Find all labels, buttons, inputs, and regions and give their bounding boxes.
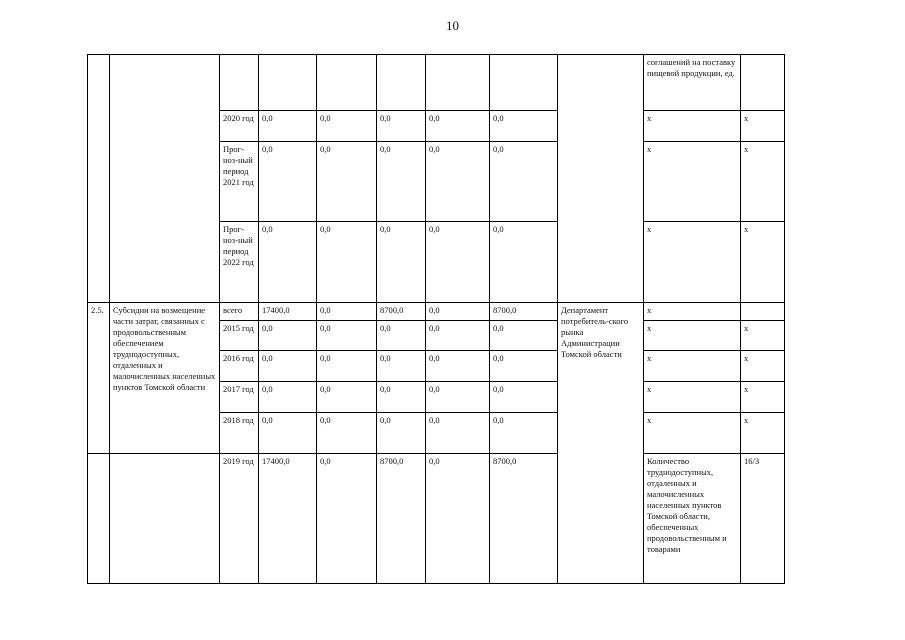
cell-period: всего [220, 303, 259, 321]
cell-indicator-value: x [741, 351, 785, 382]
cell-value: 0,0 [317, 351, 377, 382]
cell-number: 2.5. [88, 303, 110, 454]
cell-value: 0,0 [377, 142, 426, 222]
cell-value: 0,0 [490, 142, 558, 222]
cell-indicator-value: x [741, 382, 785, 413]
cell-indicator: x [644, 142, 741, 222]
cell-value: 0,0 [490, 222, 558, 303]
cell-value: 0,0 [317, 303, 377, 321]
cell-indicator: x [644, 303, 741, 321]
cell-period [220, 55, 259, 111]
cell-period: Прог-нoз-ный период 2022 год [220, 222, 259, 303]
cell-value: 0,0 [490, 351, 558, 382]
cell-value: 8700,0 [490, 303, 558, 321]
table-row [88, 454, 785, 584]
program-table [87, 54, 785, 584]
cell-period: 2015 год [220, 321, 259, 351]
cell-value [377, 55, 426, 111]
cell-value: 0,0 [426, 111, 490, 142]
cell-value: 0,0 [426, 303, 490, 321]
cell-value: 0,0 [377, 222, 426, 303]
cell-value: 17400,0 [259, 303, 317, 321]
cell-value: 0,0 [426, 413, 490, 454]
cell-value: 8700,0 [490, 454, 558, 584]
cell-period: 2020 год [220, 111, 259, 142]
cell-indicator: x [644, 351, 741, 382]
cell-name [110, 454, 220, 584]
cell-value: 0,0 [426, 142, 490, 222]
cell-value: 0,0 [426, 454, 490, 584]
cell-value: 0,0 [259, 142, 317, 222]
cell-indicator: x [644, 382, 741, 413]
cell-indicator-value: x [741, 142, 785, 222]
cell-value: 0,0 [317, 321, 377, 351]
cell-value: 0,0 [377, 413, 426, 454]
cell-period: 2016 год [220, 351, 259, 382]
table-row [88, 55, 785, 111]
cell-value: 0,0 [259, 413, 317, 454]
cell-value: 0,0 [426, 382, 490, 413]
cell-value [426, 55, 490, 111]
cell-value: 0,0 [259, 111, 317, 142]
cell-indicator-value [741, 303, 785, 321]
cell-indicator: соглашений на поставку пищевой продукции, ед. [644, 55, 741, 111]
cell-value: 0,0 [317, 454, 377, 584]
cell-value: 0,0 [377, 351, 426, 382]
cell-value [259, 55, 317, 111]
cell-indicator-value: x [741, 321, 785, 351]
cell-value: 0,0 [317, 222, 377, 303]
cell-indicator-value: 16/3 [741, 454, 785, 584]
cell-value: 0,0 [426, 222, 490, 303]
cell-name [110, 55, 220, 303]
cell-indicator: x [644, 222, 741, 303]
cell-value: 0,0 [490, 382, 558, 413]
cell-value: 0,0 [317, 382, 377, 413]
cell-value: 0,0 [490, 321, 558, 351]
cell-indicator: x [644, 321, 741, 351]
cell-value: 0,0 [259, 222, 317, 303]
cell-value: 0,0 [426, 351, 490, 382]
cell-indicator-value: x [741, 222, 785, 303]
cell-value: 0,0 [259, 321, 317, 351]
cell-name: Субсидии на возмещение части затрат, связанных с продовольственным обеспечением труднодоступных, отдаленных и малочисленных населенных пунктов Томской области [110, 303, 220, 454]
cell-value: 0,0 [377, 321, 426, 351]
cell-value: 0,0 [377, 382, 426, 413]
cell-indicator: x [644, 111, 741, 142]
cell-value: 0,0 [259, 351, 317, 382]
cell-indicator-value [741, 55, 785, 111]
cell-value [490, 55, 558, 111]
cell-value: 0,0 [259, 382, 317, 413]
cell-value: 8700,0 [377, 303, 426, 321]
cell-value: 0,0 [317, 413, 377, 454]
cell-executor: Департамент потребитель-ского рынка Администрации Томской области [558, 303, 644, 584]
table-row [88, 303, 785, 321]
cell-value: 17400,0 [259, 454, 317, 584]
cell-number [88, 454, 110, 584]
cell-value: 0,0 [426, 321, 490, 351]
cell-indicator: x [644, 413, 741, 454]
cell-value: 0,0 [317, 142, 377, 222]
cell-number [88, 55, 110, 303]
cell-executor [558, 55, 644, 303]
cell-indicator-value: x [741, 111, 785, 142]
cell-value: 8700,0 [377, 454, 426, 584]
cell-indicator: Количество труднодоступных, отдаленных и малочисленных населенных пунктов Томской области, обеспеченных продовольственным и товарами [644, 454, 741, 584]
cell-period: Прог-нoз-ный период 2021 год [220, 142, 259, 222]
cell-value: 0,0 [377, 111, 426, 142]
cell-value [317, 55, 377, 111]
cell-period: 2019 год [220, 454, 259, 584]
cell-indicator-value: x [741, 413, 785, 454]
cell-value: 0,0 [317, 111, 377, 142]
cell-period: 2017 год [220, 382, 259, 413]
cell-period: 2018 год [220, 413, 259, 454]
cell-value: 0,0 [490, 111, 558, 142]
cell-value: 0,0 [490, 413, 558, 454]
page-number: 10 [446, 18, 459, 33]
